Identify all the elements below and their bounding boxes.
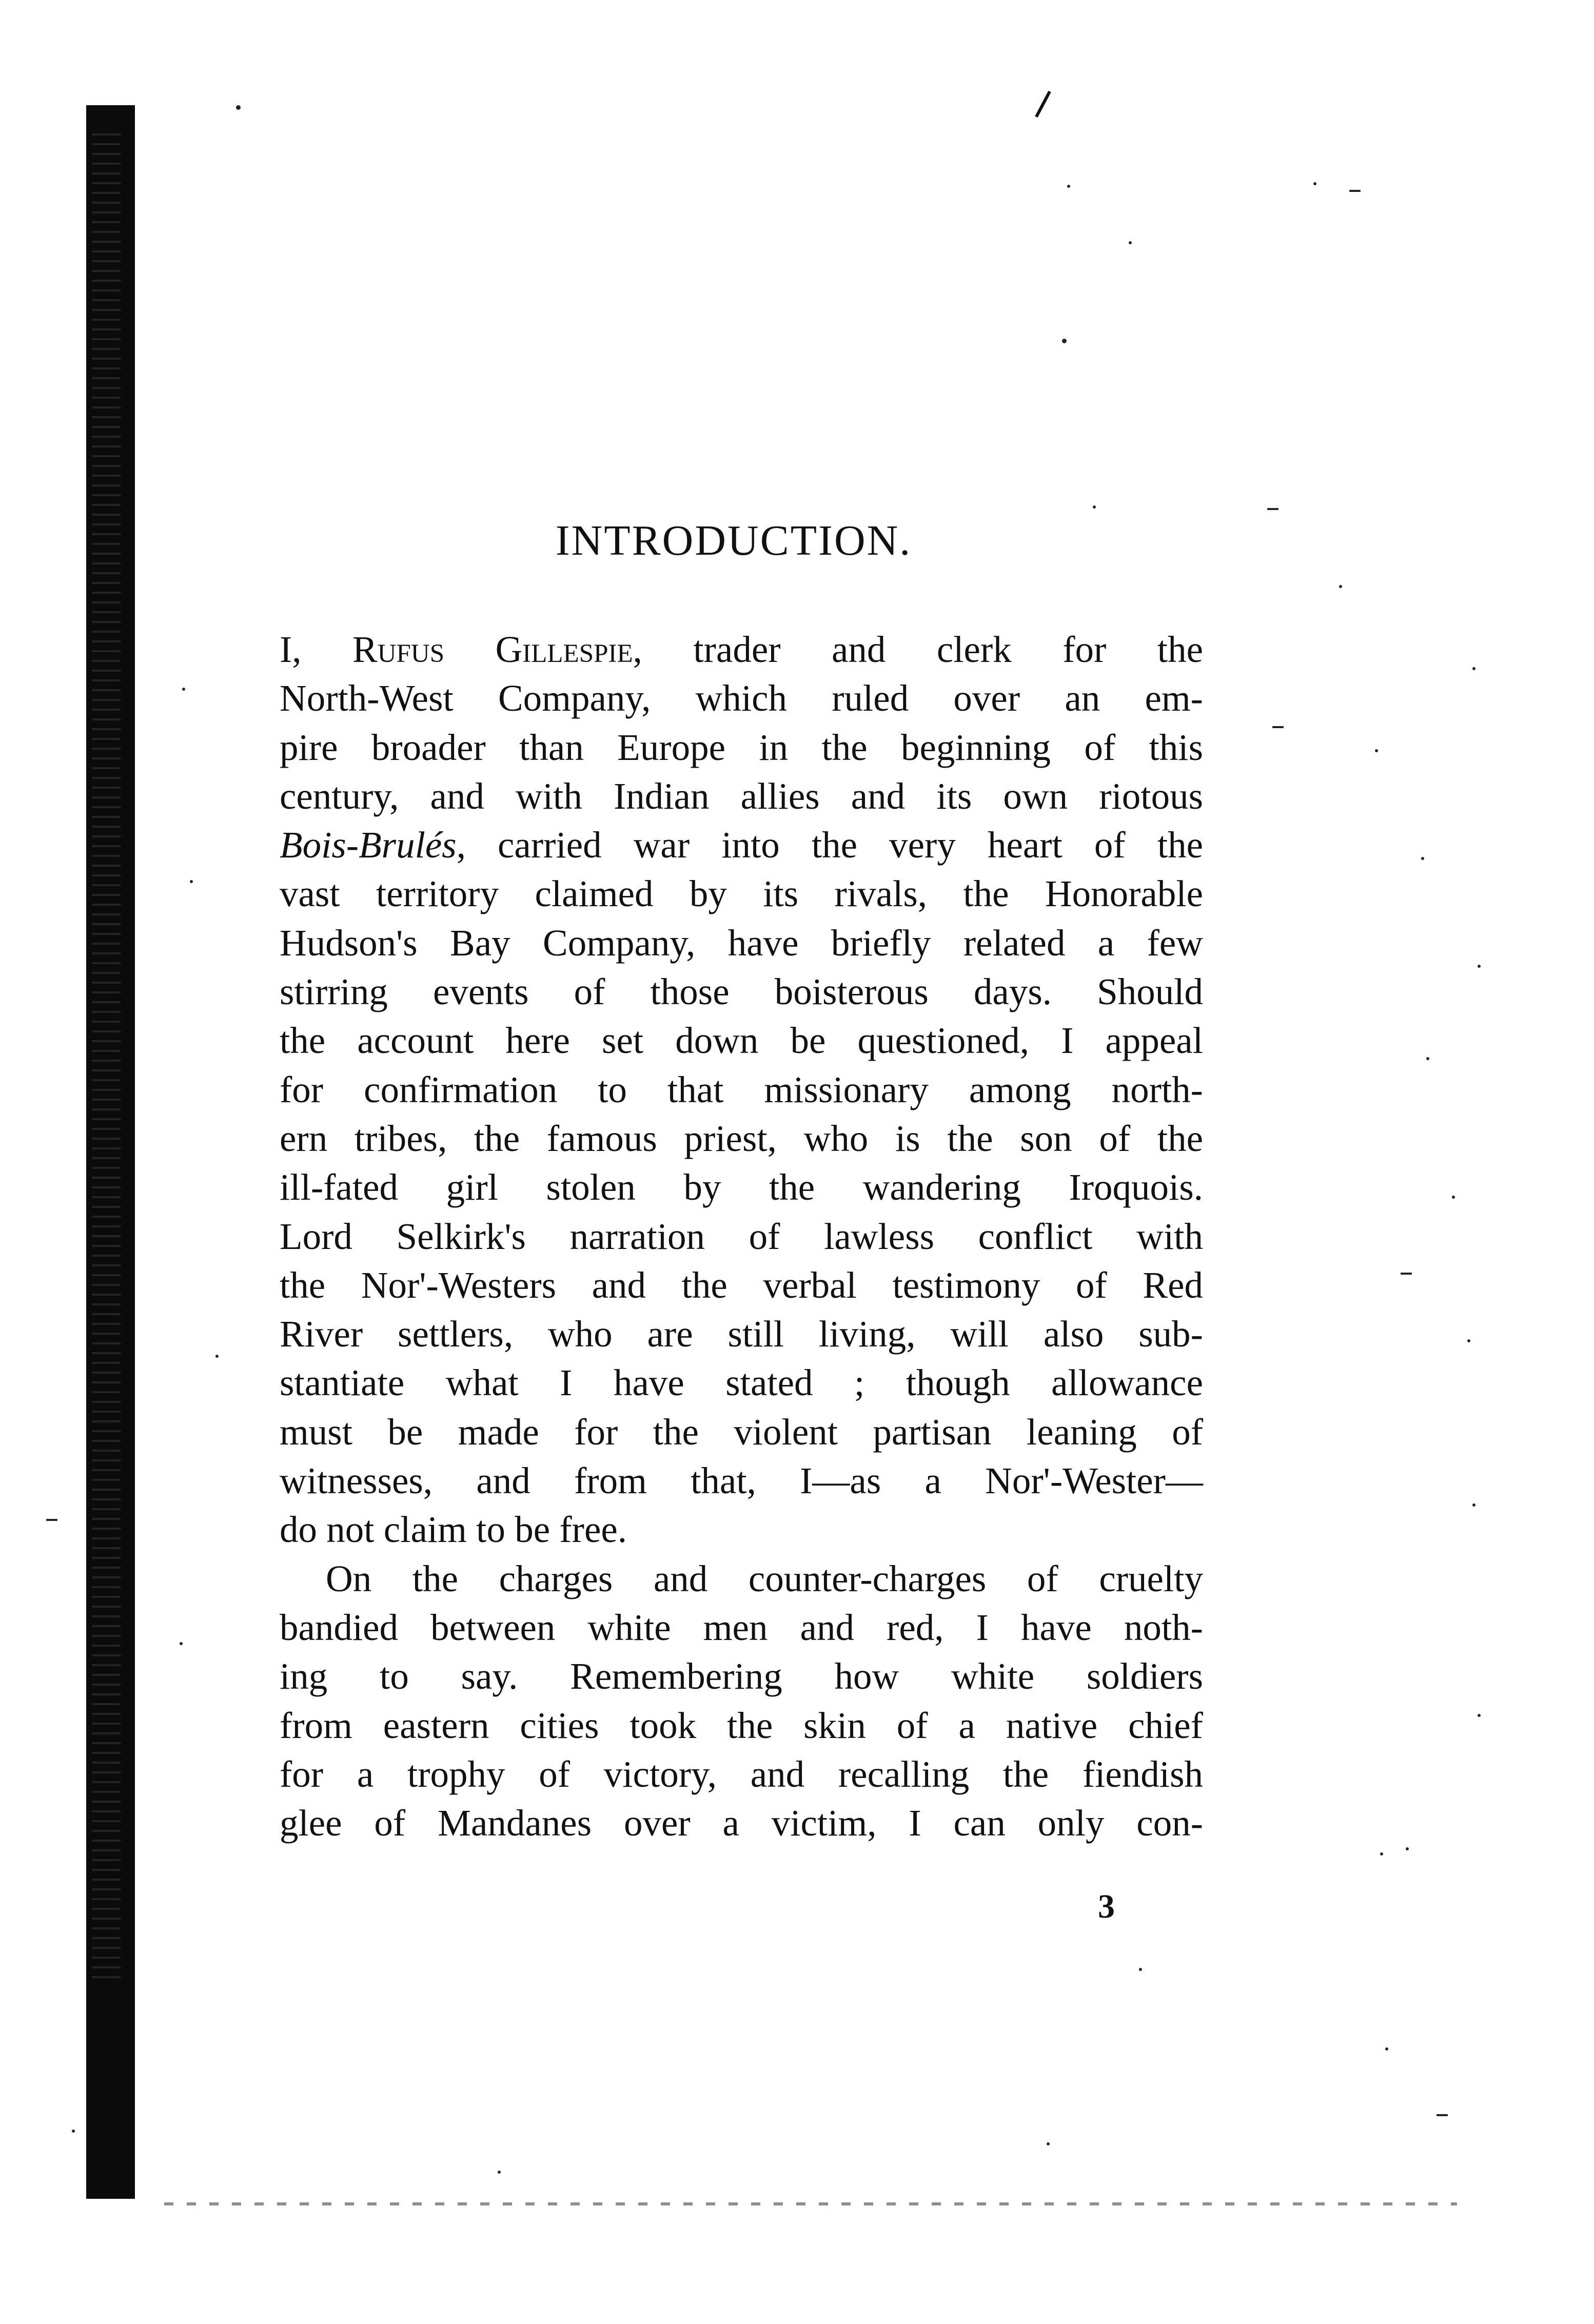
- bottom-scan-noise: [164, 2202, 1457, 2205]
- scan-speck: [215, 1355, 219, 1358]
- body-text: [280, 625, 1203, 1847]
- page-title: INTRODUCTION.: [555, 517, 912, 564]
- scan-speck: [1401, 1273, 1412, 1275]
- scan-speck: [1385, 2047, 1388, 2050]
- text-line: for confirmation to that missionary among north-: [280, 1068, 1203, 1110]
- text-line: stantiate what I have stated ; though allowance: [280, 1362, 1203, 1404]
- italic-term: Bois-Brulés: [280, 824, 457, 866]
- text-line: glee of Mandanes over a victim, I can only con-: [280, 1802, 1203, 1844]
- scan-speck: [1478, 1714, 1481, 1717]
- scan-speck: [1272, 726, 1284, 728]
- scan-speck: [1472, 1503, 1475, 1507]
- text-line: Lord Selkirk's narration of lawless conflict with: [280, 1215, 1203, 1257]
- scan-speck: [190, 880, 193, 883]
- scan-speck: [1093, 505, 1096, 509]
- scan-speck: [1047, 2142, 1050, 2145]
- text-line: ern tribes, the famous priest, who is the son of the: [280, 1117, 1203, 1159]
- scan-speck: [1349, 190, 1361, 192]
- text-line: Hudson's Bay Company, have briefly related a few: [280, 922, 1203, 964]
- scan-speck: [1375, 749, 1378, 752]
- scan-speck: [1267, 508, 1278, 510]
- text-line: stirring events of those boisterous days. Should: [280, 971, 1203, 1013]
- scan-speck: [1067, 185, 1070, 188]
- text-line: do not claim to be free.: [280, 1509, 627, 1551]
- text-line: ill-fated girl stolen by the wandering Iroquois.: [280, 1166, 1203, 1208]
- text-line: Bois-Brulés, carried war into the very heart of the: [280, 824, 1203, 866]
- text-line: River settlers, who are still living, will also sub-: [280, 1313, 1203, 1355]
- scan-speck: [182, 688, 185, 691]
- author-name: Rufus Gillespie: [352, 629, 633, 670]
- text-line: for a trophy of victory, and recalling the fiendish: [280, 1753, 1203, 1795]
- text-line: On the charges and counter-charges of cruelty: [326, 1557, 1203, 1599]
- binding-texture: [92, 133, 121, 1981]
- scan-speck: [1478, 965, 1481, 968]
- scan-speck: [1380, 1852, 1383, 1856]
- scan-speck: [1139, 1968, 1142, 1971]
- stray-pen-mark: [1035, 91, 1051, 118]
- scan-speck: [1472, 667, 1475, 670]
- scan-speck: [1129, 241, 1132, 244]
- text-line: must be made for the violent partisan leaning of: [280, 1411, 1203, 1453]
- page-number: 3: [1098, 1888, 1115, 1925]
- text-line: bandied between white men and red, I have noth-: [280, 1606, 1203, 1648]
- text-line: vast territory claimed by its rivals, the Honorable: [280, 873, 1203, 915]
- text-line: the Nor'-Westers and the verbal testimony of Red: [280, 1264, 1203, 1306]
- text-line: ing to say. Remembering how white soldiers: [280, 1655, 1203, 1697]
- scan-speck: [1452, 1196, 1455, 1199]
- scan-speck: [1313, 182, 1316, 185]
- paragraph: [280, 625, 1203, 1554]
- scan-speck: [72, 2130, 75, 2133]
- scan-speck: [1339, 585, 1342, 588]
- text-line: witnesses, and from that, I—as a Nor'-Wester—: [280, 1460, 1203, 1502]
- scan-speck: [46, 1519, 57, 1521]
- scan-speck: [1062, 339, 1067, 343]
- text-line: North-West Company, which ruled over an em-: [280, 677, 1203, 719]
- text-line: century, and with Indian allies and its own riotous: [280, 775, 1203, 817]
- text-line: pire broader than Europe in the beginning of this: [280, 726, 1203, 768]
- scan-speck: [1467, 1339, 1470, 1342]
- scan-speck: [498, 2171, 501, 2174]
- paragraph: [280, 1554, 1203, 1848]
- scan-speck: [1436, 2114, 1448, 2116]
- text-line: from eastern cities took the skin of a native chief: [280, 1704, 1203, 1746]
- scan-speck: [180, 1642, 183, 1645]
- text-line: the account here set down be questioned, I appeal: [280, 1020, 1203, 1062]
- scan-speck: [1406, 1847, 1409, 1850]
- scan-speck: [1426, 1057, 1429, 1060]
- scan-speck: [236, 105, 241, 110]
- scan-speck: [1421, 857, 1424, 860]
- text-line: I, Rufus Gillespie, trader and clerk for the: [280, 629, 1203, 670]
